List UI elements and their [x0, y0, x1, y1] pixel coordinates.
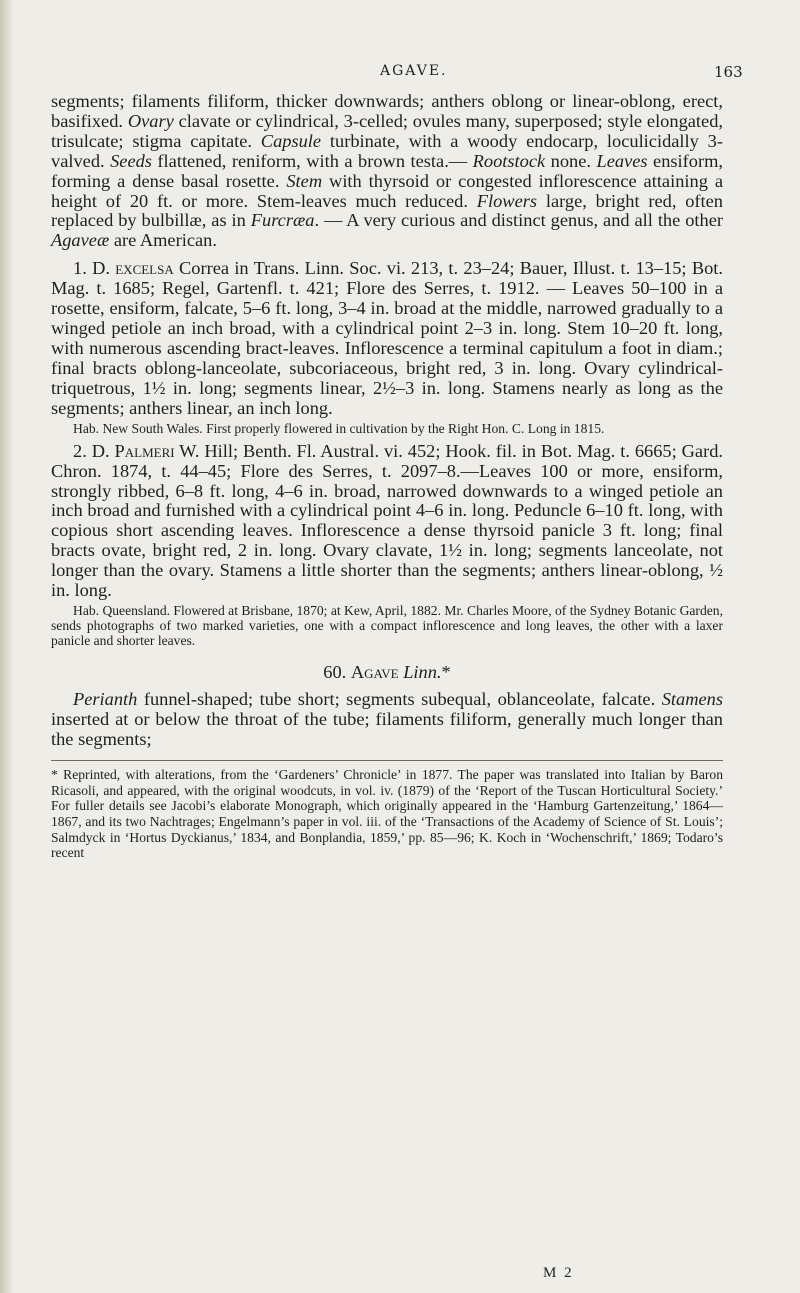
- signature-mark: M 2: [543, 1265, 574, 1281]
- text-run: 1. D.: [73, 258, 116, 279]
- text-run: clavate or cylindrical, 3-celled; ovules many, superposed; style elongated, trisulcate; stigma capitate.: [51, 110, 723, 151]
- italic-run: Rootstock: [472, 150, 546, 171]
- italic-run: Leaves: [596, 150, 648, 171]
- habitat-note-excelsa: Hab. New South Wales. First properly flowered in cultivation by the Right Hon. C. Long in 1815.: [73, 420, 605, 436]
- text-run: segments; filaments filiform, thicker downwards; anthers oblong or linear-oblong, erect, basifixed.: [51, 91, 723, 131]
- text-run: 60.: [323, 661, 351, 682]
- habitat-note-palmeri: Hab. Queensland. Flowered at Brisbane, 1870; at Kew, April, 1882. Mr. Charles Moore, of the Sydney Botanic Garden, sends photographs of two marked varieties, one with a compact inflorescence and long leaves, the other with a laxer panicle and shorter leaves.: [51, 602, 723, 649]
- text-run: none.: [545, 150, 597, 171]
- italic-run: Agaveæ: [51, 230, 110, 251]
- italic-run: Linn.: [403, 661, 442, 682]
- paragraph-perianth: [51, 690, 723, 750]
- text-run: are American.: [109, 230, 217, 251]
- italic-run: Stamens: [661, 689, 723, 710]
- text-run: W. Hill; Benth. Fl. Austral. vi. 452; Hook. fil. in Bot. Mag. t. 6665; Gard. Chron. 1874, t. 44–45; Flore des Serres, t. 2097–8.—Leaves 100 or more, ensiform, strongly ribbed, 6–8 ft. long, 4–6 in. broad, narrowed downwards to a winged petiole an inch broad and furnished with a cylindrical point 4–6 in. long. Peduncle 6–10 ft. long, with copious short ascending leaves. Inflorescence a dense thyrsoid panicle 3 ft. long; final bracts ovate, bright red, 2 in. long. Ovary clavate, 1½ in. long; segments lanceolate, not longer than the ovary. Stamens a little shorter than the segments; anthers linear-oblong, ½ in. long.: [51, 440, 724, 601]
- running-head: [0, 63, 800, 87]
- text-run: 2. D.: [73, 440, 115, 461]
- text-run: *: [441, 661, 451, 682]
- text-run: turbinate, with a woody endocarp, loculicidally 3-valved.: [51, 130, 723, 171]
- smallcaps-run: Agave: [350, 661, 399, 682]
- paragraph-genus-description: [51, 92, 723, 251]
- genus-heading-agave: [51, 663, 723, 683]
- text-run: with thyrsoid or congested inflorescence attaining a height of 20 ft. or more. Stem-leaves much reduced.: [51, 170, 723, 211]
- smallcaps-run: Palmeri: [114, 440, 175, 461]
- body-text: [51, 92, 723, 861]
- footnote: * Reprinted, with alterations, from the ‘Gardeners’ Chronicle’ in 1877. The paper was translated into Italian by Baron Ricasoli, and appeared, with the original woodcuts, in vol. iv. (1879) of the ‘Report of the Tuscan Horticultural Society.’ For fuller details see Jacobi’s elaborate Monograph, which originally appeared in the ‘Hamburg Gartenzeitung,’ 1864—1867, and its two Nachtrages; Engelmann’s paper in vol. iii. of the ‘Transactions of the Academy of Science of St. Louis’; Salmdyck in ‘Hortus Dyckianus,’ 1834, and Bonplandia, 1859,’ pp. 85—96; K. Koch in ‘Wochenschrift,’ 1869; Todaro’s recent: [51, 767, 723, 861]
- paragraph-species-excelsa: [51, 259, 723, 418]
- text-run: flattened, reniform, with a brown testa.—: [151, 150, 473, 171]
- page-gutter-shadow: [0, 0, 14, 1293]
- running-title: AGAVE.: [380, 63, 448, 79]
- text-run: Correa in Trans. Linn. Soc. vi. 213, t. 23–24; Bauer, Illust. t. 13–15; Bot. Mag. t. 1685; Regel, Gartenfl. t. 421; Flore des Serres, t. 1912. — Leaves 50–100 in a rosette, ensiform, falcate, 5–6 ft. long, 3–4 in. broad at the middle, narrowed gradually to a winged petiole an inch broad, with a cylindrical point 2–3 in. long. Stem 10–20 ft. long, with numerous ascending bract-leaves. Inflorescence a terminal capitulum a foot in diam.; final bracts oblong-lanceolate, subcoriaceous, bright red, 3 in. long. Ovary cylindrical-triquetrous, 1½ in. long; segments linear, 2½–3 in. long. Stamens nearly as long as the segments; anthers linear, an inch long.: [51, 258, 723, 418]
- text-run: ensiform, forming a dense basal rosette.: [51, 150, 724, 191]
- italic-run: Flowers: [476, 190, 538, 211]
- italic-run: Perianth: [73, 689, 138, 710]
- footnote-rule: [51, 760, 723, 761]
- text-run: large, bright red, often replaced by bulbillæ, as in: [51, 190, 723, 231]
- paragraph-species-palmeri: [51, 442, 723, 601]
- italic-run: Furcræa: [250, 210, 315, 231]
- text-run: funnel-shaped; tube short; segments subequal, oblanceolate, falcate.: [137, 689, 662, 710]
- italic-run: Stem: [286, 170, 323, 191]
- italic-run: Capsule: [260, 130, 322, 151]
- smallcaps-run: excelsa: [115, 258, 174, 279]
- italic-run: Seeds: [110, 150, 152, 171]
- text-run: inserted at or below the throat of the tube; filaments filiform, generally much longer than the segments;: [51, 709, 723, 750]
- text-run: . — A very curious and distinct genus, and all the other: [314, 210, 723, 231]
- italic-run: Ovary: [127, 110, 174, 131]
- page-number: 163: [714, 63, 743, 81]
